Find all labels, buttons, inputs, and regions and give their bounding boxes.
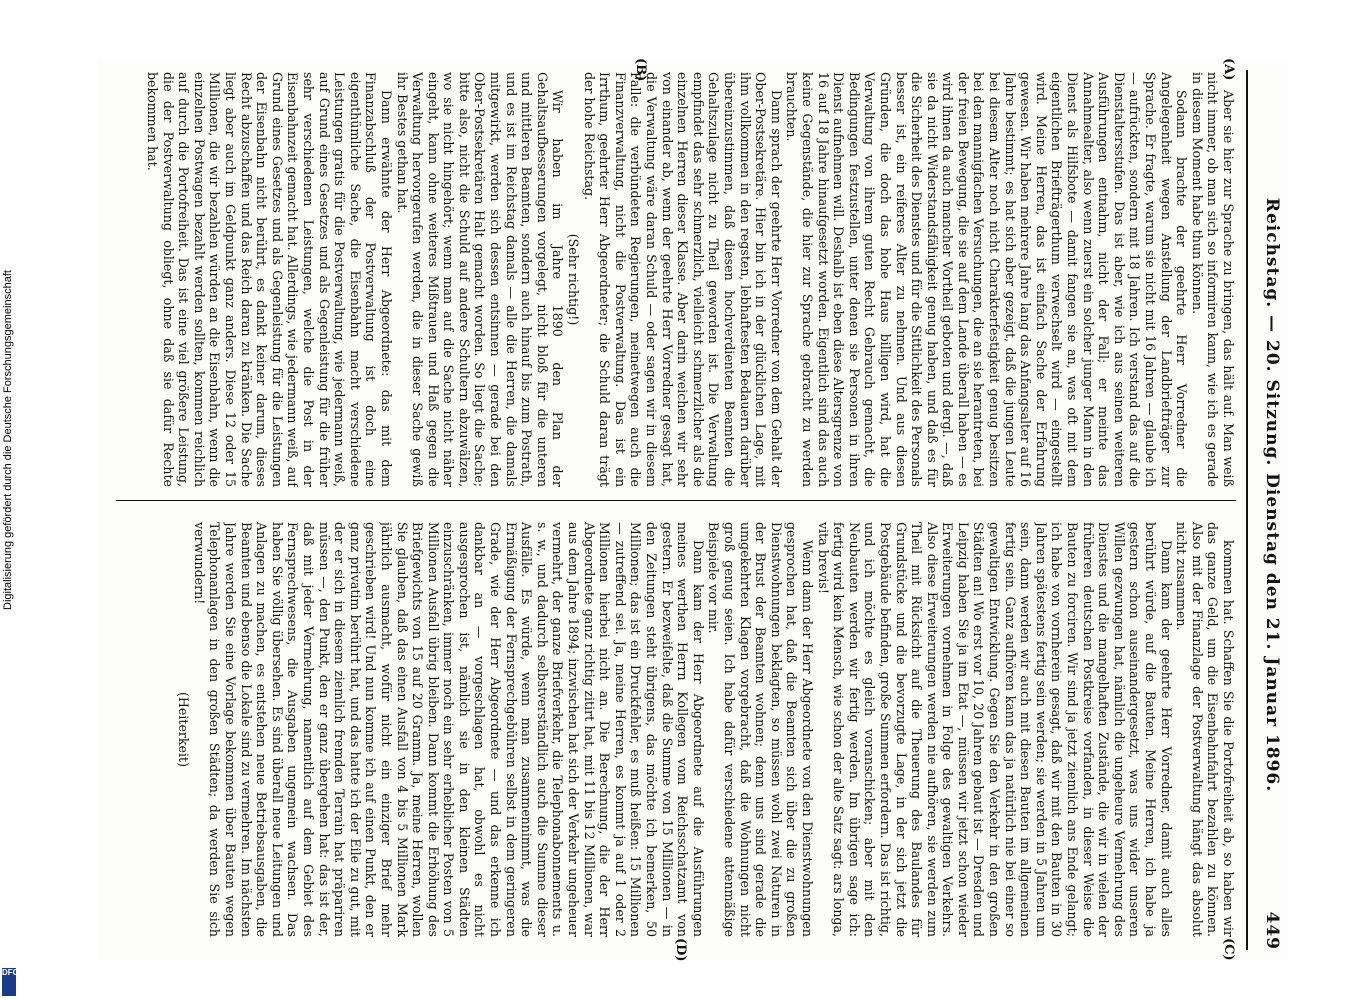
header-rule — [1246, 70, 1248, 950]
paragraph: Wir haben im Jahre 1890 den Plan der Gehaltsaufbesserungen vorgelegt, nicht bloß für die unteren und mittleren Beamten, sondern auch hinauf bis zum Postrath, und es ist im Reichstag damals — alle die Herren, die damals mitgewirkt, werden sich dessen entsinnen — gerade bei den Ober-Postsekretären Halt gemacht worden. So liegt die Sache; bitte also, nicht die Schuld auf andere Schultern abzuwälzen, wo sie nicht hingehört; wenn man auf die Sache nicht näher eingeht, kann ohne weiteres Mißtrauen und Haß gegen die Verwaltung hervorgerufen werden, die in dieser Sache gewiß ihr Bestes gethan hat. — [394, 72, 566, 487]
paragraph: Sodann brachte der geehrte Herr Vorredner die Angelegenheit wegen Anstellung der Landbriefträger zur Sprache. Er fragte, warum sie nicht mit 16 Jahren — glaube ich — aufrückten, sondern mit 18 Jahren. Ich verstand das auf die Dienstaltersstufen. Das ist aber, wie ich aus seinen weiteren Ausführungen entnahm, nicht der Fall; er meinte das Annahmealter, also wenn zuerst ein solcher junger Mann in den Dienst als Hilfsbote — damit fangen sie an, was oft mit dem eigentlichen Briefträgerthum verwechselt wird — eingestellt wird. Meine Herren, das ist einfach Sache der Erfahrung gewesen. Wir haben mehrere Jahre lang das Anfangsalter auf 16 Jahre bestimmt; es hat sich aber gezeigt, daß die jungen Leute bei diesem Alter noch nicht Charakterfestigkeit genug besitzen bei den mannigfachen Versuchungen, die an sie herantreten, bei der freien Bewegung, die sie auf dem Lande überall haben — es wird ihnen da auch mancher Vortheil geboten und dergl. —, daß sie da nicht Widerstandsfähigkeit genug haben, und daß es für die Sicherheit des Dienstes und für die Sittlichkeit des Personals besser ist, ein reiferes Alter zu nehmen. Und aus diesen Gründen, die doch das hohe Haus billigen wird, hat die Verwaltung von ihrem guten Recht Gebrauch gemacht, die Bedingungen festzustellen, unter denen sie Personen in ihren Dienst aufnehmen will. Deshalb ist eben diese Altersgrenze von 16 auf 18 Jahre hinaufgesetzt worden. Eigentlich sind das auch keine Gegenstände, die hier zur Sprache gebracht zu werden brauchten. — [784, 72, 1190, 487]
paragraph: Dann kam der geehrte Herr Vorredner, damit auch alles berührt würde, auf die Bauten. Meine Herren, ich habe ja gestern schon auseinandergesetzt, was uns wider unseren Willen gezwungen hat, nämlich die ungeheure Vermehrung des Dienstes und die mangelhaften Zustände, die wir in vielen der früheren deutschen Postkreise vorfanden, in dieser Weise die Bauten zu forciren. Wir sind ja jetzt ziemlich ans Ende gelangt; ich habe von vornherein gesagt, daß wir mit den Bauten in 30 Jahren spätestens fertig sein werden; sie werden in 5 Jahren um sein, dann werden wir auch mit diesen Bauten im allgemeinen fertig sein. Ganz aufhören kann das ja natürlich nie bei einer so gewaltigen Entwicklung. Gegen Sie den Verkehr in den großen Städten an! Wo erst vor 10, 20 Jahren gebaut ist — Dresden und Leipzig haben Sie ja im Etat —, müssen wir jetzt schon wieder Erweiterungen vornehmen in Folge des gewaltigen Verkehrs. Also diese Erweiterungen werden nie aufhören, sie werden zum Theil mit Rücksicht auf die Theuerung des Baulandes für Grundstücke und die bevorzugte Lage, in der sich jetzt die Postgebäude befinden, große Summen erfordern. Das ist richtig, und ich möchte es gleich voranschicken; aber mit den Neubauten werden wir fertig werden. Im übrigen sage ich: fertig wird kein Mensch, wie schon der alte Satz sagt: ars longa, vita brevis! — [815, 522, 1174, 937]
paragraph: Dann sprach der geehrte Herr Vorredner von dem Gehalt der Ober-Postsekretäre. Hier bin ich in der glücklichen Lage, mit ihm vollkommen in den regsten, lebhaftesten Bedauern darüber übereinzustimmen, daß diesen hochverdienten Beamten die Gehaltszulage nicht zu Theil geworden ist. Die Verwaltung empfindet das sehr schmerzlich, vielleicht schmerzlicher als die einzelnen Herren dieser Klasse. Aber darin weichen wir sehr von einander ab, wenn der geehrte Herr Vorredner gesagt hat, die Verwaltung wäre daran Schuld — oder sagen wir in diesem Falle: die verbündeten Regierungen, meinetwegen auch die Finanzverwaltung, nicht die Postverwaltung. Das ist ein Irrthum, geehrter Herr Abgeordneter; die Schuld daran trägt der hohe Reichstag. — [581, 72, 784, 487]
interjection: (Heiterkeit) — [176, 692, 192, 767]
margin-marker-d: (D) — [673, 938, 688, 962]
left-column — [116, 72, 1236, 487]
dfg-logo: DFG — [2, 968, 16, 996]
paragraph: Wenn dann der Herr Abgeordnete von den Dienstwohnungen gesprochen hat, daß die Beamten sich über die zu großen Dienstwohnungen beklagten, so müssen wohl zwei Naturen in der Brust der Beamten wohnen; denn uns sind gerade die umgekehrten Klagen vorgebracht, daß die Wohnungen nicht groß genug seien. Ich habe dafür verschiedene attenmäßige Beispiele vor mir. — [706, 522, 815, 937]
right-column — [116, 522, 1236, 937]
paragraph: Aber sie hier zur Sprache zu bringen, das hält auf. Man weiß nicht immer, ob man sich so informiren kann, wie ich es gerade in diesem Moment habe thun können. — [1189, 72, 1236, 487]
page-header — [1252, 80, 1282, 950]
digitization-credit: Digitalisierung gefördert durch die Deutsche Forschungsgemeinschaft — [2, 270, 14, 610]
interjection: (Sehr richtig!) — [566, 233, 582, 326]
paragraph: Dann erwähnte der Herr Abgeordnete: das mit dem Finanzabschluß der Postverwaltung ist doch eine eigenthümliche Sache, die Eisenbahn macht verschiedene Leistungen gratis für die Postverwaltung, wie jedermann weiß, auf Grund eines Gesetzes und als Gegenleistung für die früher sehr verschiedenen Leistungen, welche die Post in der Eisenbahnzeit gemacht hat. Allerdings, wie jedermann weiß, auf Grund eines Gesetzes und als Gegenleistung für die Leistungen der Eisenbahn nicht berührt, es dankt keiner darum, dieses Recht abzuschaffen und das Reich daran zu kränken. Die Sache liegt aber auch im Geldpunkt ganz anders. Diese 12 oder 15 Millionen, die wir bezahlen würden an die Eisenbahn, wenn die einzelnen Postwagen bezahlt werden sollten, kommen reichlich auf durch die Portofreiheit. Das ist eine viel größere Leistung, die der Postverwaltung obliegt, ohne daß sie dafür Rechte bekommen hat. — [145, 72, 394, 487]
paragraph: kommen hat. Schaffen Sie die Portofreiheit ab, so haben wir das ganze Geld, um die Eisenbahnfahrt bezahlen zu können. Also mit der Finanzlage der Postverwaltung hängt das absolut nicht zusammen. — [1174, 522, 1236, 937]
running-title: Reichstag. — 20. Sitzung. Dienstag den 21. Januar 1896. — [1262, 197, 1282, 793]
page-number: 449 — [1262, 911, 1282, 950]
margin-marker-b: (B) — [633, 58, 648, 82]
rotated-page-sheet — [98, 60, 1288, 960]
margin-marker-a: (A) — [1221, 58, 1236, 81]
column-divider — [116, 500, 1236, 501]
paragraph: Dann kam der Herr Abgeordnete auf die Ausführungen meines werthen Herrn Kollegen vom Reichsschatzamt von gestern. Er bezweifelte, daß die Summe von 15 Millionen — in den Zeitungen steht übrigens, das möchte ich bemerken, 50 Millionen; das ist ein Druckfehler, es muß heißen: 15 Millionen — zutreffend sei. Ja, meine Herren, es kommt ja auf 1 oder 2 Millionen hierbei nicht an. Die Berechnung, die der Herr Abgeordnete ganz richtig zitirt hat, mit 11 bis 12 Millionen, war aus dem Jahre 1894; inzwischen hat sich der Verkehr ungeheuer vermehrt, der ganze Briefverkehr, die Telephonabonnements u. s. w., und dadurch selbstverständlich auch die Summe dieser Ausfälle. Es würde, wenn man zusammennimmt, was die Ermäßigung der Fernsprechgebühren selbst in dem geringeren Grade, wie der Herr Abgeordnete — und das erkenne ich dankbar an — vorgeschlagen hat, obwohl es nicht ausgesprochen ist, nämlich sie in den kleinen Städten einzuschränken, immer noch ein sehr erheblicher Posten von 5 Millionen Ausfall übrig bleiben. Dann kommt die Erhöhung des Briefgewichts von 15 auf 20 Gramm. Ja, meine Herren, wollen Sie glauben, daß das einen Ausfall von 4 bis 5 Millionen Mark jährlich ausmacht, wofür nicht ein einziger Brief mehr geschrieben wird! Und nun komme ich auf einen Punkt, den er ganz privatim berührt hat, und das hatte ich der Eile zu gut, mit der er sich in diesem ziemlich fremden Terrain hat präpariren müssen —, den Punkt, den er ganz übergehen hat: das ist der, daß mit jeder Vermehrung, namentlich auf dem Gebiet des Fernsprechwesens, die Ausgaben ungemein wachsen. Das haben Sie völlig übersehen. Es sind überall neue Leitungen und Anlagen zu machen, es entstehen neue Betriebsausgaben, die Beamten und ebenso die Lokale sind zu vermehren. Im nächsten Jahre werden Sie eine Vorlage bekommen über Bauten wegen Telephonanlagen in den großen Städten; da werden Sie sich verwundern! — [191, 522, 706, 937]
margin-marker-c: (C) — [1221, 938, 1236, 961]
